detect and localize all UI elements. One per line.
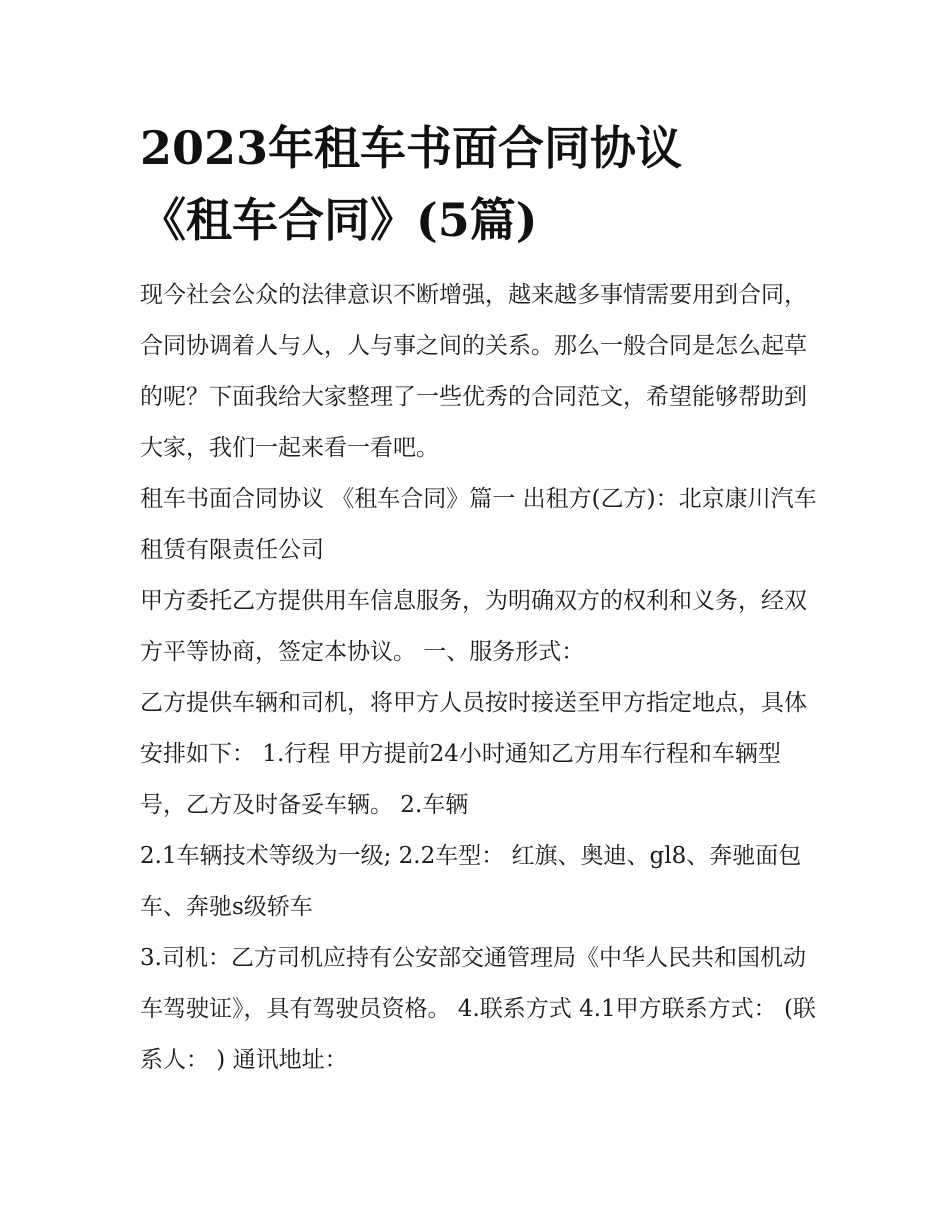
paragraph-lessor: 租车书面合同协议 《租车合同》篇一 出租方(乙方)：北京康川汽车租赁有限责任公司 — [140, 486, 817, 563]
title-line-2: 《租车合同》(5篇) — [140, 193, 538, 247]
document-title — [140, 112, 820, 256]
document-body — [140, 270, 820, 1086]
paragraph-vehicle-grade: 2.1车辆技术等级为一级; 2.2车型： 红旗、奥迪、gl8、奔驰面包车、奔驰s级轿车 — [140, 843, 802, 920]
paragraph-arrangement: 乙方提供车辆和司机，将甲方人员按时接送至甲方指定地点，具体安排如下： 1.行程 甲方提前24小时通知乙方用车行程和车辆型号，乙方及时备妥车辆。 2.车辆 — [140, 690, 807, 818]
intro-paragraph: 现今社会公众的法律意识不断增强，越来越多事情需要用到合同，合同协调着人与人，人与事之间的关系。那么一般合同是怎么起草的呢？下面我给大家整理了一些优秀的合同范文，希望能够帮助到大家，我们一起来看一看吧。 — [140, 282, 807, 461]
paragraph-service-form: 甲方委托乙方提供用车信息服务，为明确双方的权利和义务，经双方平等协商，签定本协议。 一、服务形式： — [140, 588, 807, 665]
paragraph-driver-contact: 3.司机：乙方司机应持有公安部交通管理局《中华人民共和国机动车驾驶证》，具有驾驶员资格。 4.联系方式 4.1甲方联系方式： (联系人： ) 通讯地址： — [140, 945, 816, 1073]
title-line-1: 2023年租车书面合同协议 — [140, 121, 683, 175]
document-page — [140, 112, 820, 1086]
